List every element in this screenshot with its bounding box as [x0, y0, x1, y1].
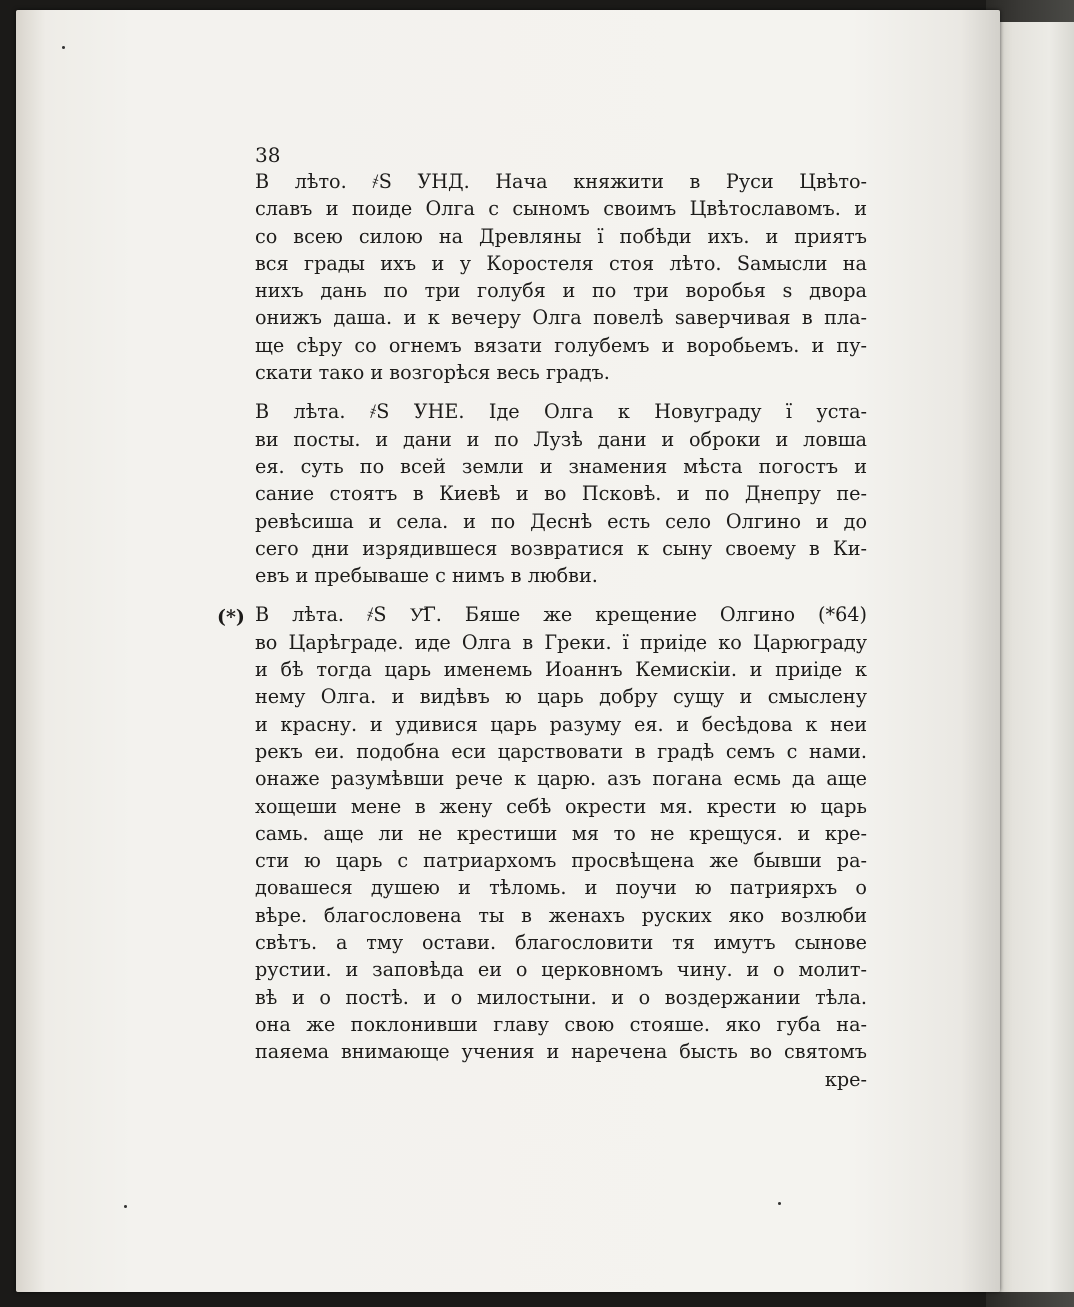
text-line: ревѣсиша и села. и по Деснѣ есть село Олгино и до [255, 509, 867, 533]
ink-speck [778, 1202, 781, 1205]
text-line: свѣтъ. а тму остави. благословити тя имутъ сынове [255, 931, 867, 955]
page-number: 38 [255, 143, 281, 167]
next-page-edge [992, 22, 1074, 1292]
paragraph-2 [255, 398, 867, 589]
text-line: довашеся душею и тѣломь. и поучи ю патриярхъ о [255, 876, 867, 900]
text-line: славъ и поиде Олга с сыномъ своимъ Цвѣтославомъ. и [255, 197, 867, 221]
text-line: вѣре. благословена ты в женахъ руских яко возлюби [255, 903, 867, 927]
text-line: и бѣ тогда царь именемь Иоаннъ Кемискіи. и приіде к [255, 658, 867, 682]
text-line: вся грады ихъ и у Коростеля стоя лѣто. Ѕамысли на [255, 251, 867, 275]
ink-speck [62, 46, 65, 49]
text-line: В лѣта. ҂S У҃Г. Бяше же крещение Олгино (*64) [255, 603, 867, 627]
paragraph-1 [255, 168, 867, 386]
text-line: со всею силою на Древляны ї побѣди ихъ. и приятъ [255, 224, 867, 248]
margin-note-marker: (*) [217, 606, 245, 628]
text-line: ея. суть по всей земли и знамения мѣста погостъ и [255, 454, 867, 478]
text-line: скати тако и возгорѣся весь градъ. [255, 361, 610, 385]
text-line: ви посты. и дани и по Лузѣ дани и оброки и ловша [255, 427, 867, 451]
text-line: она же поклонивши главу свою стояше. яко губа на- [255, 1012, 867, 1036]
text-line: В лѣто. ҂S УНД. Нача княжити в Руси Цвѣто- [255, 170, 867, 193]
text-line: нему Олга. и видѣвъ ю царь добру сущу и смыслену [255, 685, 867, 709]
catchword: кре- [824, 1067, 867, 1091]
text-line: сти ю царь с патриархомъ просвѣщена же бывши ра- [255, 849, 867, 873]
text-line: самь. аще ли не крестиши мя то не крещуся. и кре- [255, 821, 867, 845]
text-line: вѣ и о постѣ. и о милостыни. и о воздержании тѣла. [255, 985, 867, 1009]
text-line: В лѣта. ҂S УНЕ. Іде Олга к Новуграду ї уста- [255, 400, 867, 424]
text-line: паяема внимающе учения и наречена бысть во святомъ [255, 1040, 867, 1064]
ink-speck [124, 1205, 127, 1208]
paragraph-3 [255, 601, 867, 1092]
page-text [255, 168, 867, 1105]
text-line: нихъ дань по три голубя и по три воробья ѕ двора [255, 279, 867, 303]
text-line: во Царѣграде. иде Олга в Греки. ї приіде ко Царюграду [255, 630, 867, 654]
text-line: рустии. и заповѣда еи о церковномъ чину. и о молит- [255, 958, 867, 982]
text-line: хощеши мене в жену себѣ окрести мя. крести ю царь [255, 794, 867, 818]
text-line: онижъ даша. и к вечеру Олга повелѣ ѕаверчивая в пла- [255, 306, 867, 330]
text-line: сание стоятъ в Киевѣ и во Псковѣ. и по Днепру пе- [255, 482, 867, 506]
text-line: ще сѣру со огнемъ вязати голубемъ и воробьемъ. и пу- [255, 333, 867, 357]
text-line: сего дни изрядившеся возвратися к сыну своему в Ки- [255, 536, 867, 560]
text-line: онаже разумѣвши рече к царю. азъ погана есмь да аще [255, 767, 867, 791]
text-line: рекъ еи. подобна еси царствовати в градѣ семъ с нами. [255, 739, 867, 763]
text-line: и красну. и удивися царь разуму ея. и бесѣдова к неи [255, 712, 867, 736]
text-line: евъ и пребываше с нимъ в любви. [255, 564, 598, 588]
